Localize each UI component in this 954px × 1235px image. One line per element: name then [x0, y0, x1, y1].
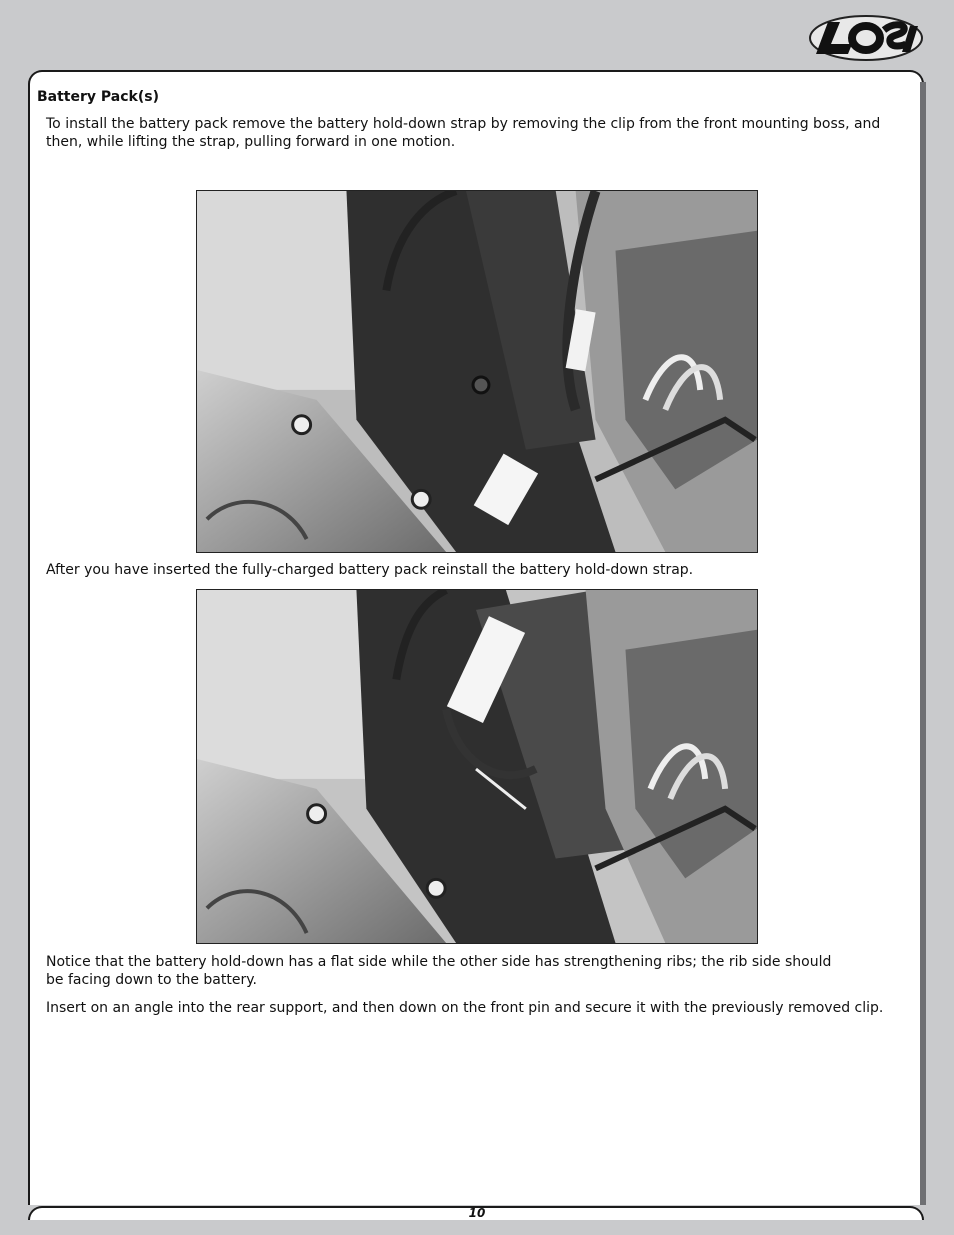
brand-logo [806, 10, 926, 66]
section-title: Battery Pack(s) [37, 89, 159, 105]
instruction-paragraph-4: Insert on an angle into the rear support, and then down on the front pin and secure it with the previously removed clip. [46, 1000, 884, 1016]
instruction-paragraph-1: To install the battery pack remove the battery hold-down strap by removing the clip from the front mounting boss, and then, while lifting the strap, pulling forward in one motion. [46, 116, 881, 150]
battery-strap-reinstall-photo [196, 589, 758, 944]
instruction-paragraph-2: After you have inserted the fully-charged battery pack reinstall the battery hold-down strap. [46, 562, 694, 578]
battery-removal-photo [196, 190, 758, 553]
instruction-paragraph-3: Notice that the battery hold-down has a flat side while the other side has strengthening ribs; the rib side should be facing down to the battery. [46, 954, 832, 988]
page-number: 10 [468, 1206, 486, 1220]
panel-shadow [920, 82, 926, 1235]
